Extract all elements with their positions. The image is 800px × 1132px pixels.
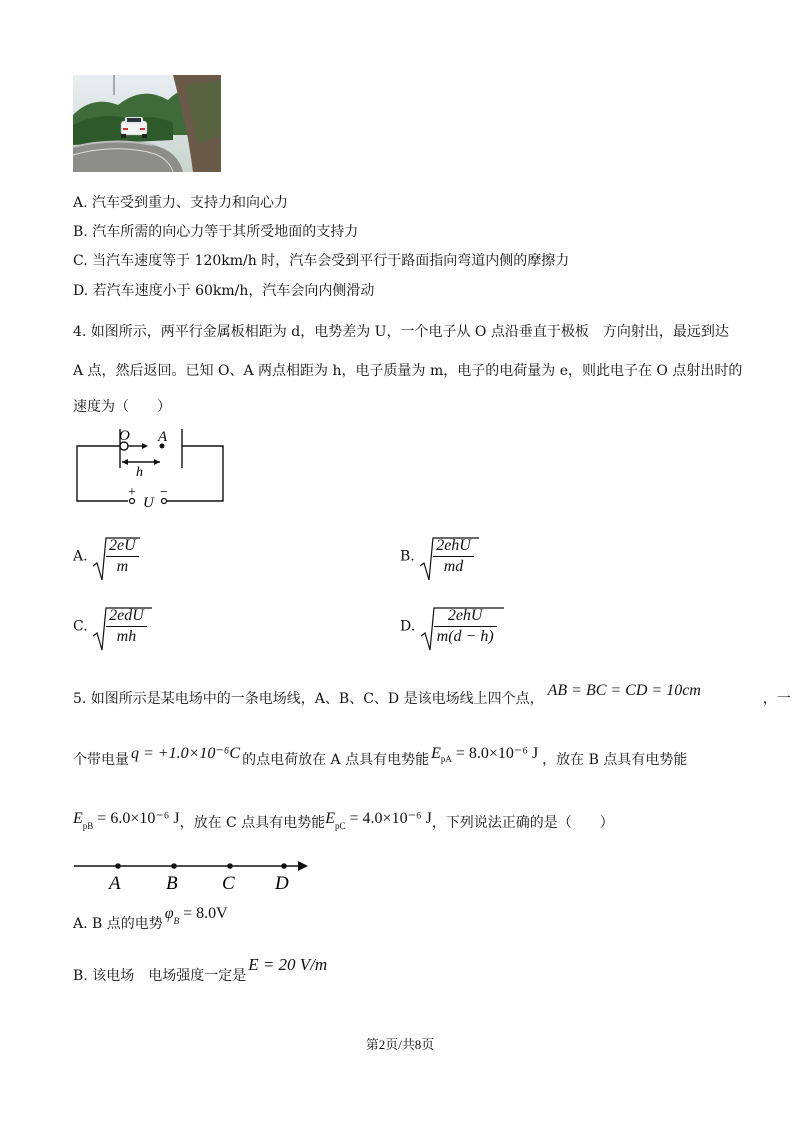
q4-label-h: h <box>136 465 143 480</box>
sqrt-expression: $\frac{\text{2ehU}}{m(d - h)}$ <box>420 606 497 647</box>
sqrt-expression: $\frac{\text{2edU}}{mh}$ <box>92 606 147 647</box>
q4-stem-line2: A 点，然后返回。已知 O、A 两点相距为 h，电子质量为 m，电子的电荷量为 e，则此电子在 O 点射出时的 <box>73 363 743 379</box>
page-footer: 第2页/共8页 <box>365 1037 435 1052</box>
point-a-label: A <box>109 873 121 894</box>
q3-option-b: B. 汽车所需的向心力等于其所受地面的支持力 <box>73 224 359 240</box>
sqrt-expression: $\frac{2eU}{m}$ <box>92 536 139 577</box>
q4-option-a: A. $\frac{2eU}{m}$ <box>73 536 139 577</box>
point-c-label: C <box>222 873 235 894</box>
q5-option-a: A. B 点的电势$\varphi_B = 8.0V$ <box>73 905 228 932</box>
q4-label-plus: + <box>128 485 136 500</box>
q5-field-line-diagram <box>72 855 312 895</box>
point-b-marker <box>171 863 177 869</box>
q4-circuit-diagram <box>70 424 230 512</box>
q4-label-a: A <box>158 429 168 445</box>
q4-option-d: D. $\frac{\text{2ehU}}{m(d - h)}$ <box>400 606 497 647</box>
point-d-label: D <box>275 873 289 894</box>
point-a-marker <box>115 863 121 869</box>
sqrt-expression: $\frac{\text{2ehU}}{md}$ <box>419 536 474 577</box>
q5-stem-line1: 5. 如图所示是某电场中的一条电场线，A、B、C、D 是该电场线上四个点， AB = BC = CD = 10cm ，一 <box>73 682 791 707</box>
q4-stem-line3: 速度为（ ） <box>73 399 171 415</box>
point-b-label: B <box>166 873 178 894</box>
q5-stem-line2: 个带电量 q = +1.0×10⁻⁶C 的点电荷放在 A 点具有电势能 $E_{pA} = 8.0\times 10^{-6}$ J ，放在 B 点具有电势能 <box>73 745 688 768</box>
q4-option-b: B. $\frac{\text{2ehU}}{md}$ <box>400 536 474 577</box>
q5-stem-line3: $E_{pB} = 6.0\times 10^{-6}$ J，放在 C 点具有电势能$E_{pC} = 4.0\times 10^{-6}$ J，下列说法正确的是（ ） <box>73 810 614 831</box>
point-c-marker <box>227 863 233 869</box>
q3-option-d: D. 若汽车速度小于 60km/h，汽车会向内侧滑动 <box>73 283 375 299</box>
q5-option-b: B. 该电场 电场强度一定是E = 20 V/m <box>73 955 328 984</box>
car-on-curve-photo <box>73 75 221 172</box>
q3-option-a: A. 汽车受到重力、支持力和向心力 <box>73 195 289 211</box>
q4-label-o: O <box>119 428 130 444</box>
q4-label-u: U <box>143 495 154 511</box>
q4-stem-line1: 4. 如图所示，两平行金属板相距为 d，电势差为 U，一个电子从 O 点沿垂直于极板 方向射出，最远到达 <box>73 324 729 340</box>
point-d-marker <box>281 863 287 869</box>
q4-label-minus: − <box>160 485 168 500</box>
q4-option-c: C. $\frac{\text{2edU}}{mh}$ <box>73 606 147 647</box>
q3-option-c: C. 当汽车速度等于 120km/h 时，汽车会受到平行于路面指向弯道内侧的摩擦力 <box>73 253 570 269</box>
